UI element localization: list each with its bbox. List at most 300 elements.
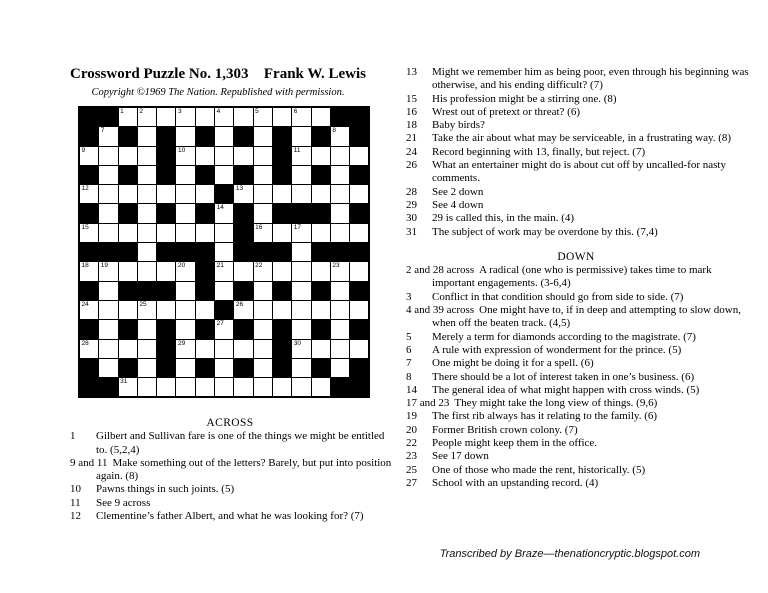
white-square — [350, 147, 368, 165]
black-square — [273, 166, 291, 184]
clue-text: A rule with expression of wonderment for the prince. (5) — [432, 343, 682, 356]
clue — [398, 464, 754, 477]
white-square — [157, 301, 175, 319]
black-square — [80, 378, 98, 396]
black-square — [196, 166, 214, 184]
white-square — [292, 243, 310, 261]
black-square — [80, 166, 98, 184]
white-square — [312, 378, 330, 396]
clue-text: Record beginning with 13, finally, but reject. (7) — [432, 145, 646, 158]
clue — [62, 457, 398, 484]
black-square — [157, 340, 175, 358]
white-square — [138, 243, 156, 261]
white-square — [350, 262, 368, 280]
clue — [398, 186, 754, 199]
white-square — [176, 262, 194, 280]
clue-text: Take the air about what may be serviceable, in a frustrating way. (8) — [432, 132, 732, 145]
white-square — [99, 301, 117, 319]
cell-number: 31 — [120, 378, 128, 386]
white-square — [157, 185, 175, 203]
cell-number: 29 — [177, 339, 186, 347]
white-square — [196, 301, 214, 319]
white-square — [138, 320, 156, 338]
black-square — [350, 108, 368, 126]
white-square — [292, 224, 310, 242]
clue-text: What an entertainer might do is about cut off by uncalled-for nasty comments. — [432, 159, 726, 185]
white-square — [215, 320, 233, 338]
clue-number: 15 — [406, 92, 417, 105]
white-square — [176, 378, 194, 396]
white-square — [138, 127, 156, 145]
white-square — [157, 108, 175, 126]
black-square — [99, 378, 117, 396]
cell-number: 20 — [177, 262, 186, 270]
white-square — [292, 127, 310, 145]
white-square — [292, 108, 310, 126]
clue — [398, 212, 754, 225]
white-square — [215, 359, 233, 377]
white-square — [292, 378, 310, 396]
white-square — [176, 340, 194, 358]
clue — [398, 371, 754, 384]
black-square — [254, 243, 272, 261]
white-square — [99, 166, 117, 184]
white-square — [292, 359, 310, 377]
black-square — [157, 243, 175, 261]
clue-number: 14 — [406, 383, 417, 396]
clue-text: His profession might be a stirring one. (8) — [432, 92, 617, 105]
black-square — [312, 166, 330, 184]
white-square — [176, 147, 194, 165]
white-square — [215, 340, 233, 358]
black-square — [273, 359, 291, 377]
black-square — [292, 204, 310, 222]
cell-number: 9 — [81, 146, 86, 154]
clue-number: 26 — [406, 159, 417, 172]
white-square — [80, 147, 98, 165]
black-square — [331, 108, 349, 126]
clue-number: 3 — [406, 290, 412, 303]
clue — [398, 450, 754, 463]
white-square — [350, 185, 368, 203]
black-square — [157, 282, 175, 300]
clue-text: Conflict in that condition should go from side to side. (7) — [432, 290, 684, 303]
clue — [398, 264, 754, 291]
white-square — [331, 204, 349, 222]
white-square — [80, 224, 98, 242]
black-square — [273, 282, 291, 300]
clue-text: Pawns things in such joints. (5) — [96, 483, 235, 496]
white-square — [331, 320, 349, 338]
black-square — [350, 127, 368, 145]
right-clues-section — [398, 66, 754, 490]
clue — [398, 146, 754, 159]
black-square — [196, 127, 214, 145]
black-square — [80, 204, 98, 222]
clue — [398, 132, 754, 145]
across-clue-list — [62, 430, 398, 523]
clue — [398, 331, 754, 344]
cell-number: 3 — [177, 108, 182, 115]
cell-number: 4 — [216, 108, 221, 115]
black-square — [119, 204, 137, 222]
white-square — [119, 147, 137, 165]
black-square — [80, 320, 98, 338]
white-square — [80, 262, 98, 280]
white-square — [176, 320, 194, 338]
white-square — [80, 185, 98, 203]
white-square — [215, 166, 233, 184]
white-square — [273, 378, 291, 396]
clue-text: The subject of work may be overdone by this. (7,4) — [432, 225, 658, 238]
clue — [62, 497, 398, 510]
white-square — [99, 359, 117, 377]
clue-text: A radical (one who is permissive) takes time to mark important engagements. (3-6,4) — [432, 264, 712, 290]
white-square — [215, 378, 233, 396]
white-square — [138, 359, 156, 377]
clue — [398, 199, 754, 212]
white-square — [350, 224, 368, 242]
black-square — [312, 127, 330, 145]
white-square — [99, 224, 117, 242]
white-square — [176, 204, 194, 222]
white-square — [176, 224, 194, 242]
cell-number: 27 — [216, 320, 224, 328]
black-square — [273, 127, 291, 145]
white-square — [234, 185, 252, 203]
cell-number: 16 — [255, 223, 263, 231]
black-square — [176, 243, 194, 261]
clue-number: 13 — [406, 66, 417, 78]
clue — [398, 119, 754, 132]
across-section — [62, 417, 398, 523]
white-square — [196, 340, 214, 358]
white-square — [215, 147, 233, 165]
white-square — [292, 147, 310, 165]
clue — [62, 483, 398, 496]
white-square — [273, 108, 291, 126]
cell-number: 13 — [235, 185, 244, 193]
black-square — [234, 127, 252, 145]
white-square — [99, 204, 117, 222]
black-square — [80, 108, 98, 126]
clue-text: 29 is called this, in the main. (4) — [432, 212, 575, 225]
black-square — [234, 166, 252, 184]
across-continued-clue-list — [398, 66, 754, 239]
clue-text: There should be a lot of interest taken in one’s business. (6) — [432, 370, 695, 383]
white-square — [119, 224, 137, 242]
cell-number: 8 — [332, 127, 336, 135]
clue-number: 17 and 23 — [406, 397, 450, 410]
black-square — [350, 204, 368, 222]
clue-text: Merely a term for diamonds according to the magistrate. (7) — [432, 330, 696, 343]
clue-number: 28 — [406, 185, 417, 198]
black-square — [157, 204, 175, 222]
white-square — [176, 108, 194, 126]
cell-number: 21 — [216, 262, 224, 270]
clue-number: 11 — [70, 496, 81, 509]
white-square — [331, 282, 349, 300]
clue-text: See 2 down — [432, 185, 484, 198]
white-square — [254, 340, 272, 358]
cell-number: 12 — [81, 185, 89, 193]
white-square — [176, 359, 194, 377]
white-square — [292, 282, 310, 300]
clue-number: 22 — [406, 437, 417, 450]
white-square — [254, 378, 272, 396]
clue-number: 21 — [406, 132, 417, 145]
clue-text: One of those who made the rent, historically. (5) — [432, 463, 646, 476]
black-square — [80, 127, 98, 145]
white-square — [215, 262, 233, 280]
white-square — [80, 340, 98, 358]
white-square — [215, 108, 233, 126]
black-square — [196, 282, 214, 300]
white-square — [138, 378, 156, 396]
white-square — [99, 282, 117, 300]
white-square — [292, 185, 310, 203]
cell-number: 23 — [332, 262, 340, 270]
cell-number: 17 — [293, 223, 301, 231]
white-square — [138, 340, 156, 358]
clue-number: 19 — [406, 410, 417, 423]
black-square — [99, 243, 117, 261]
cell-number: 25 — [139, 300, 147, 308]
cell-number: 19 — [100, 262, 109, 270]
black-square — [234, 224, 252, 242]
clue-number: 24 — [406, 145, 417, 158]
white-square — [119, 262, 137, 280]
clue-number: 16 — [406, 105, 417, 118]
clue — [398, 384, 754, 397]
cell-number: 10 — [177, 146, 186, 154]
white-square — [138, 224, 156, 242]
white-square — [254, 185, 272, 203]
white-square — [196, 147, 214, 165]
clue-number: 2 and 28 across — [406, 264, 475, 277]
white-square — [176, 282, 194, 300]
white-square — [196, 378, 214, 396]
cell-number: 1 — [120, 108, 124, 115]
clue-text: See 17 down — [432, 450, 489, 463]
white-square — [99, 262, 117, 280]
white-square — [215, 243, 233, 261]
white-square — [157, 262, 175, 280]
white-square — [234, 378, 252, 396]
white-square — [157, 378, 175, 396]
white-square — [331, 127, 349, 145]
white-square — [99, 147, 117, 165]
white-square — [215, 204, 233, 222]
clue-number: 5 — [406, 330, 412, 343]
white-square — [312, 185, 330, 203]
clue-text: Clementine’s father Albert, and what he was looking for? (7) — [96, 510, 364, 523]
white-square — [138, 204, 156, 222]
black-square — [157, 166, 175, 184]
clue-number: 30 — [406, 212, 417, 225]
black-square — [350, 320, 368, 338]
cell-number: 24 — [81, 300, 89, 308]
clue — [398, 357, 754, 370]
down-header: DOWN — [557, 250, 595, 263]
black-square — [80, 282, 98, 300]
black-square — [312, 320, 330, 338]
puzzle-title: Crossword Puzzle No. 1,303 — [70, 66, 249, 82]
white-square — [99, 185, 117, 203]
clue-text: Make something out of the letters? Barely, but put into position again. (8) — [96, 456, 392, 483]
black-square — [119, 127, 137, 145]
white-square — [273, 224, 291, 242]
across-header: ACROSS — [206, 417, 254, 429]
white-square — [312, 147, 330, 165]
black-square — [157, 147, 175, 165]
clue-text: One might have to, if in deep and attempting to slow down, when off the beaten track. (4,5) — [432, 304, 741, 330]
clue-number: 9 and 11 — [70, 456, 108, 469]
black-square — [157, 320, 175, 338]
white-square — [254, 108, 272, 126]
black-square — [331, 378, 349, 396]
black-square — [138, 282, 156, 300]
white-square — [254, 282, 272, 300]
white-square — [254, 301, 272, 319]
white-square — [292, 262, 310, 280]
black-square — [99, 108, 117, 126]
clue — [62, 510, 398, 523]
clue-text: Gilbert and Sullivan fare is one of the things we might be entitled to. (5,2,4) — [96, 430, 385, 456]
black-square — [312, 282, 330, 300]
white-square — [99, 320, 117, 338]
black-square — [273, 243, 291, 261]
white-square — [292, 320, 310, 338]
white-square — [138, 166, 156, 184]
clue — [398, 304, 754, 331]
black-square — [273, 204, 291, 222]
clue — [398, 410, 754, 423]
black-square — [312, 243, 330, 261]
cell-number: 11 — [293, 146, 301, 154]
clue-number: 7 — [406, 357, 412, 370]
cell-number: 6 — [293, 108, 298, 115]
clue — [398, 424, 754, 437]
black-square — [273, 340, 291, 358]
clue-number: 12 — [70, 510, 81, 523]
clue-text: They might take the long view of things. (9,6) — [454, 397, 658, 410]
cell-number: 22 — [255, 262, 263, 270]
clue-text: Might we remember him as being poor, even through his beginning was otherwise, and his ending difficult? (7) — [432, 66, 749, 92]
white-square — [176, 166, 194, 184]
black-square — [119, 166, 137, 184]
white-square — [234, 262, 252, 280]
white-square — [254, 224, 272, 242]
clue — [398, 93, 754, 106]
white-square — [196, 108, 214, 126]
black-square — [196, 243, 214, 261]
down-clue-list — [398, 264, 754, 490]
white-square — [176, 301, 194, 319]
black-square — [234, 320, 252, 338]
white-square — [234, 147, 252, 165]
white-square — [273, 262, 291, 280]
white-square — [119, 108, 137, 126]
cell-number: 18 — [81, 262, 89, 270]
black-square — [234, 359, 252, 377]
black-square — [350, 378, 368, 396]
black-square — [119, 359, 137, 377]
black-square — [312, 204, 330, 222]
clue — [398, 66, 754, 93]
white-square — [292, 301, 310, 319]
white-square — [196, 224, 214, 242]
clue-text: Former British crown colony. (7) — [432, 423, 578, 436]
white-square — [254, 262, 272, 280]
black-square — [196, 204, 214, 222]
white-square — [350, 301, 368, 319]
clue — [398, 477, 754, 490]
white-square — [138, 147, 156, 165]
clue-number: 8 — [406, 370, 412, 383]
copyright-line: Copyright ©1969 The Nation. Republished with permission. — [91, 87, 345, 98]
clue-number: 29 — [406, 198, 417, 211]
white-square — [157, 224, 175, 242]
clue-number: 27 — [406, 476, 417, 489]
cell-number: 14 — [216, 204, 224, 212]
black-square — [119, 320, 137, 338]
clue-text: The first rib always has it relating to the family. (6) — [432, 410, 658, 423]
black-square — [196, 262, 214, 280]
white-square — [312, 262, 330, 280]
cell-number: 2 — [139, 108, 144, 115]
clue — [398, 106, 754, 119]
white-square — [234, 340, 252, 358]
black-square — [215, 185, 233, 203]
white-square — [331, 185, 349, 203]
clue-number: 23 — [406, 450, 417, 463]
white-square — [254, 204, 272, 222]
white-square — [119, 185, 137, 203]
white-square — [254, 166, 272, 184]
white-square — [138, 185, 156, 203]
white-square — [350, 340, 368, 358]
cell-number: 7 — [100, 127, 105, 135]
white-square — [196, 185, 214, 203]
white-square — [312, 301, 330, 319]
black-square — [119, 282, 137, 300]
white-square — [119, 378, 137, 396]
clue — [398, 226, 754, 239]
white-square — [215, 224, 233, 242]
white-square — [234, 108, 252, 126]
black-square — [350, 282, 368, 300]
clue-text: One might be doing it for a spell. (6) — [432, 357, 594, 370]
white-square — [119, 340, 137, 358]
transcription-credit: Transcribed by Braze—thenationcryptic.blogspot.com — [439, 548, 700, 560]
clue — [398, 291, 754, 304]
white-square — [176, 127, 194, 145]
title-row — [70, 66, 366, 83]
white-square — [138, 301, 156, 319]
clue-text: See 9 across — [96, 496, 151, 509]
black-square — [196, 359, 214, 377]
clue — [398, 344, 754, 357]
clue-number: 4 and 39 across — [406, 304, 475, 317]
white-square — [331, 224, 349, 242]
black-square — [331, 243, 349, 261]
black-square — [234, 243, 252, 261]
clue-number: 10 — [70, 483, 81, 496]
black-square — [234, 282, 252, 300]
white-square — [331, 359, 349, 377]
clue — [398, 159, 754, 186]
